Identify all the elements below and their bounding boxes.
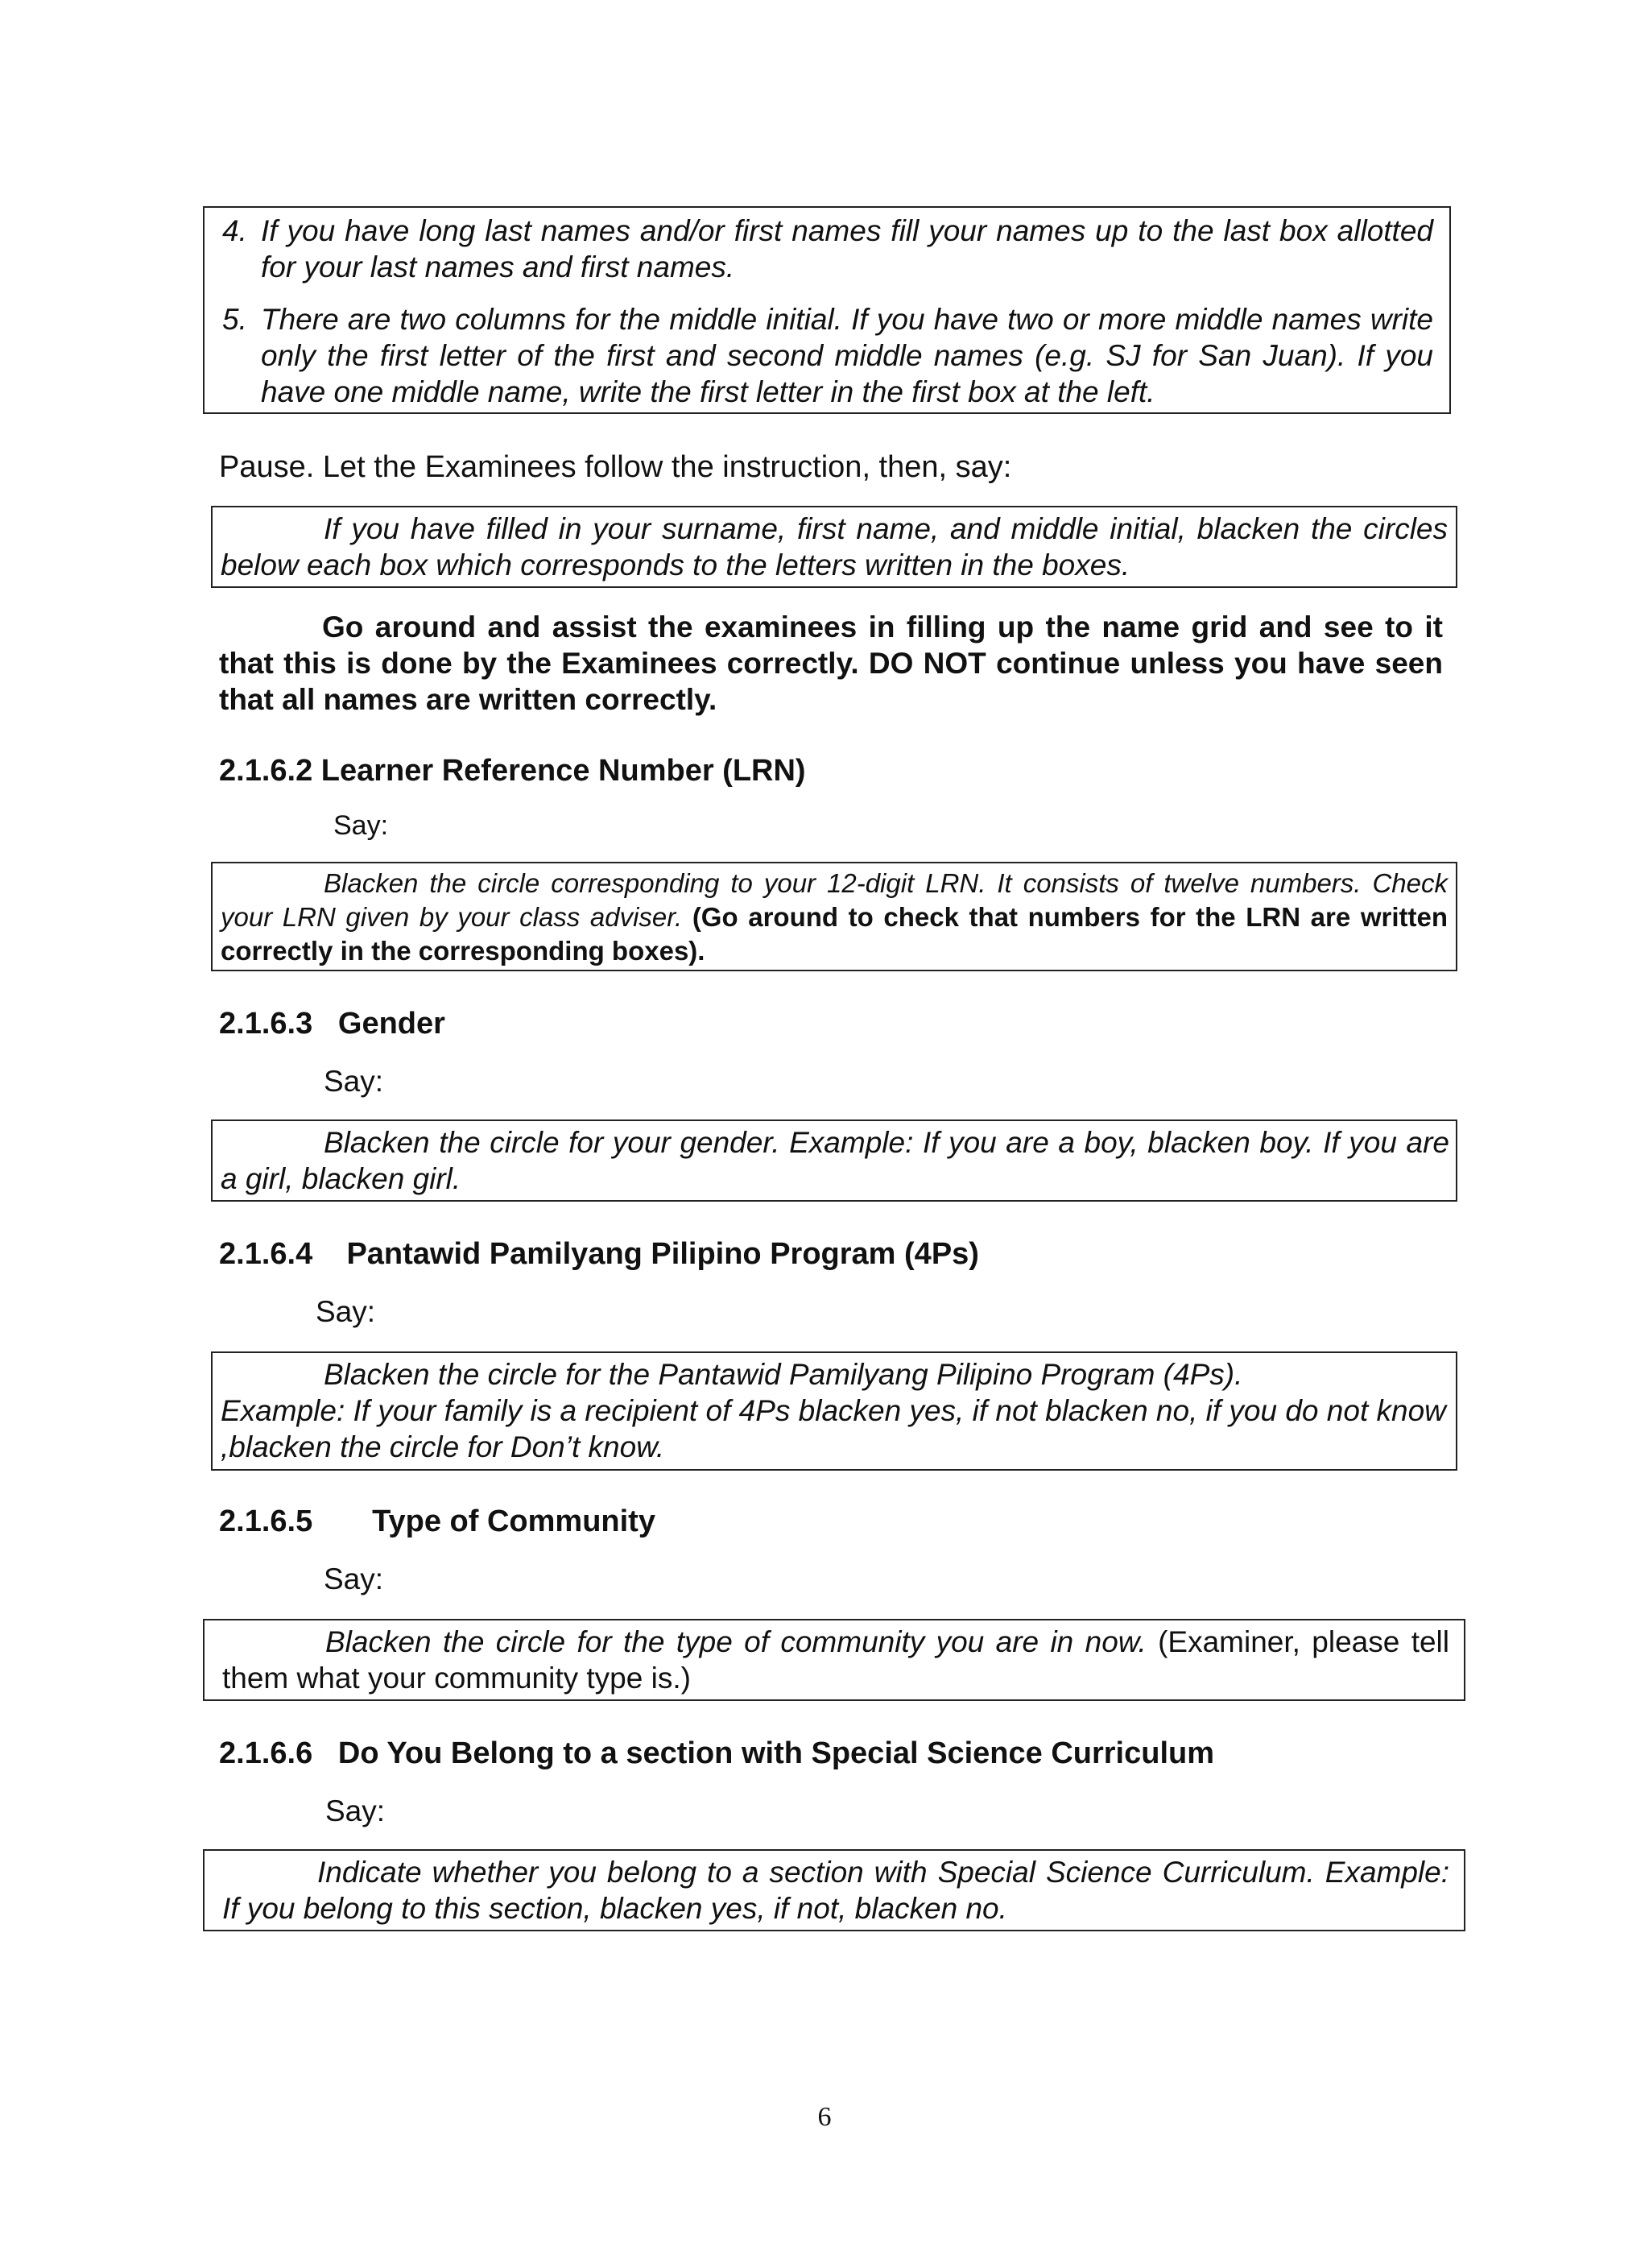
pause-instruction: Pause. Let the Examinees follow the instruction, then, say:	[219, 450, 1012, 484]
lrn-bold-text: (Go around to check that numbers for the LRN are written correctly in the corresponding boxes).	[221, 902, 1448, 966]
science-text: Indicate whether you belong to a section with Special Science Curriculum. Example: If you belong to this section, blacken yes, if not, blacken no.	[222, 1856, 1449, 1925]
item-text: If you have long last names and/or first names fill your names up to the last box allotted for your last names and first names.	[261, 214, 1433, 284]
page-number: 6	[817, 2102, 832, 2132]
blacken-names-text: If you have filled in your surname, first name, and middle initial, blacken the circles below each box which corresponds to the letters written in the boxes.	[221, 512, 1448, 581]
item-text: There are two columns for the middle initial. If you have two or more middle names write only the first letter of the first and second middle names (e.g. SJ for San Juan). If you have one middle name, write the first letter in the first box at the left.	[261, 303, 1433, 408]
item-number: 5.	[222, 303, 247, 336]
section-heading-gender: 2.1.6.3 Gender	[219, 1007, 445, 1041]
section-heading-community: 2.1.6.5 Type of Community	[219, 1504, 655, 1538]
item-number: 4.	[222, 214, 247, 247]
instruction-item-4	[222, 213, 1433, 285]
lrn-instruction-box	[211, 862, 1457, 971]
section-heading-science: 2.1.6.6 Do You Belong to a section with Special Science Curriculum	[219, 1736, 1215, 1770]
science-instruction-box	[203, 1849, 1465, 1931]
section-heading-4ps: 2.1.6.4 Pantawid Pamilyang Pilipino Program (4Ps)	[219, 1237, 979, 1271]
4ps-first-line	[221, 1356, 1448, 1393]
4ps-example-text: Example: If your family is a recipient of 4Ps blacken yes, if not blacken no, if you do not know ,blacken the circle for Don’t know.	[221, 1394, 1446, 1463]
4ps-instruction-box	[211, 1351, 1457, 1471]
section-heading-lrn: 2.1.6.2 Learner Reference Number (LRN)	[219, 754, 806, 788]
say-label-community: Say:	[324, 1562, 384, 1595]
4ps-line1-text: Blacken the circle for the Pantawid Pamilyang Pilipino Program (4Ps).	[324, 1358, 1243, 1391]
instruction-item-5	[222, 301, 1433, 410]
blacken-names-box	[211, 506, 1457, 588]
say-label-lrn: Say:	[333, 810, 389, 841]
say-label-science: Say:	[325, 1794, 386, 1827]
say-label-4ps: Say:	[316, 1295, 376, 1328]
community-italic-text: Blacken the circle for the type of community you are in now.	[325, 1625, 1147, 1658]
assist-note-text: Go around and assist the examinees in filling up the name grid and see to it that this is done by the Examinees correctly. DO NOT continue unless you have seen that all names are written correctly.	[219, 610, 1443, 716]
community-examiner-note: (Examiner, please tell them what your community type is.)	[222, 1625, 1449, 1695]
gender-text: Blacken the circle for your gender. Example: If you are a boy, blacken boy. If you are a girl, blacken girl.	[221, 1126, 1449, 1195]
lrn-italic-text: Blacken the circle corresponding to your 12-digit LRN. It consists of twelve numbers. Check your LRN given by your class adviser.	[221, 868, 1448, 932]
name-fill-instructions-box	[203, 206, 1451, 414]
say-label-gender: Say:	[324, 1065, 384, 1098]
gender-instruction-box	[211, 1120, 1457, 1202]
community-instruction-box	[203, 1619, 1465, 1701]
assist-note	[219, 609, 1443, 718]
